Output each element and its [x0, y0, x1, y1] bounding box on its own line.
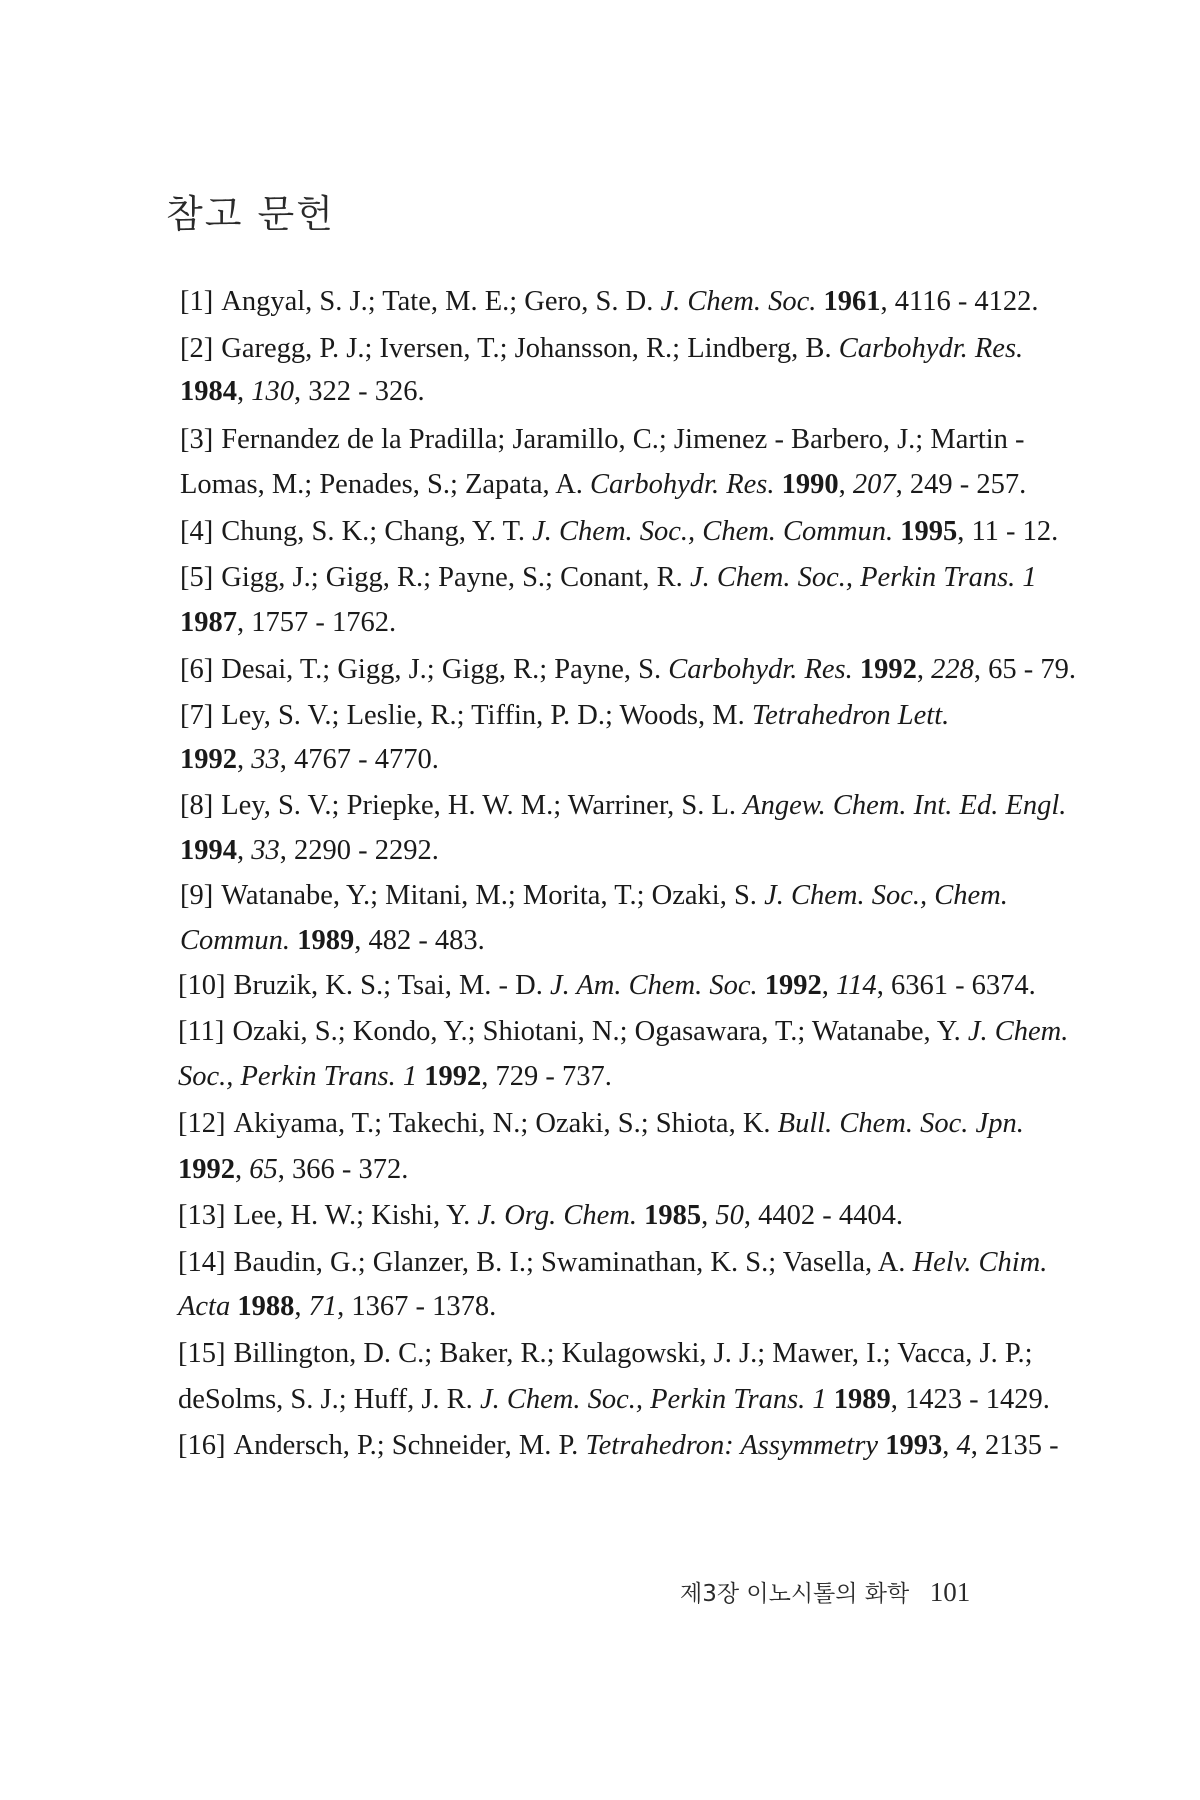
reference-volume: 207 — [852, 469, 896, 500]
reference-item — [178, 1243, 1047, 1283]
reference-item — [180, 876, 1008, 916]
reference-volume: 33 — [251, 744, 280, 775]
reference-authors: Baudin, G.; Glanzer, B. I.; Swaminathan, K. S.; Vasella, A. — [233, 1247, 913, 1278]
page-title: 참고 문헌 — [166, 192, 335, 236]
reference-volume: 4 — [956, 1430, 971, 1461]
reference-pages: , 729 - 737. — [481, 1061, 612, 1092]
reference-journal: Angew. Chem. Int. Ed. Engl. — [743, 790, 1067, 821]
reference-item — [180, 329, 1023, 369]
reference-number: [1] — [180, 286, 214, 317]
reference-authors: Fernandez de la Pradilla; Jaramillo, C.; Jimenez - Barbero, J.; Martin - — [221, 424, 1025, 455]
reference-journal: Carbohydr. Res. — [668, 654, 853, 685]
reference-number: [5] — [180, 562, 214, 593]
reference-year: 1992 — [859, 654, 917, 685]
reference-authors: Akiyama, T.; Takechi, N.; Ozaki, S.; Shiota, K. — [233, 1108, 778, 1139]
reference-authors: Billington, D. C.; Baker, R.; Kulagowski, J. J.; Mawer, I.; Vacca, J. P.; — [233, 1338, 1033, 1369]
reference-number: [14] — [178, 1247, 226, 1278]
reference-item-continued — [178, 1380, 1050, 1420]
reference-journal: Commun. — [180, 925, 291, 956]
reference-pages: , 482 - 483. — [354, 925, 485, 956]
reference-year: 1992 — [764, 970, 822, 1001]
reference-item-continued: Acta 1988, 71, 1367 - 1378. — [178, 1291, 497, 1322]
reference-authors: Angyal, S. J.; Tate, M. E.; Gero, S. D. — [221, 286, 661, 317]
reference-year: 1992 — [180, 744, 237, 775]
reference-authors: Chung, S. K.; Chang, Y. T. — [221, 516, 533, 547]
reference-number: [12] — [178, 1108, 226, 1139]
reference-number: [16] — [178, 1430, 226, 1461]
reference-journal: J. Chem. Soc., Chem. Commun. — [532, 516, 894, 547]
reference-pages: , 4402 - 4404. — [743, 1200, 903, 1231]
reference-item — [180, 420, 1025, 460]
reference-authors: Gigg, J.; Gigg, R.; Payne, S.; Conant, R. — [221, 562, 690, 593]
reference-number: [9] — [180, 880, 214, 911]
reference-volume: 33 — [251, 835, 280, 866]
reference-pages: , 1367 - 1378. — [337, 1291, 497, 1322]
reference-year: 1992 — [178, 1154, 235, 1185]
reference-year: 1988 — [237, 1291, 295, 1322]
reference-journal: Acta — [178, 1291, 231, 1322]
reference-authors: Ley, S. V.; Leslie, R.; Tiffin, P. D.; Woods, M. — [221, 700, 752, 731]
reference-item — [180, 786, 1066, 826]
reference-pages: , 249 - 257. — [895, 469, 1027, 500]
reference-number: [6] — [180, 654, 214, 685]
reference-year: 1961 — [823, 286, 881, 317]
reference-number: [13] — [178, 1200, 226, 1231]
reference-item — [180, 512, 1058, 552]
reference-pages: , 65 - 79. — [973, 654, 1076, 685]
reference-item: [10] Bruzik, K. S.; Tsai, M. - D. J. Am. Chem. Soc. 1992, 114, 6361 - 6374. — [178, 966, 1036, 1006]
reference-item-continued — [178, 1057, 612, 1097]
reference-year: 1992 — [424, 1061, 482, 1092]
reference-year: 1985 — [644, 1200, 702, 1231]
reference-journal: J. Chem. Soc., Perkin Trans. 1 — [689, 562, 1037, 593]
reference-number: [11] — [178, 1016, 225, 1047]
reference-journal: Carbohydr. Res. — [590, 469, 775, 500]
reference-number: [4] — [180, 516, 214, 547]
reference-year: 1993 — [885, 1430, 943, 1461]
reference-authors: deSolms, S. J.; Huff, J. R. — [178, 1384, 480, 1415]
reference-authors: Andersch, P.; Schneider, M. P. — [233, 1430, 586, 1461]
reference-journal: J. Am. Chem. Soc. — [550, 970, 758, 1001]
reference-authors: Lomas, M.; Penades, S.; Zapata, A. — [180, 469, 591, 500]
reference-journal: Carbohydr. Res. — [838, 333, 1024, 364]
reference-pages: , 4116 - 4122. — [880, 286, 1039, 317]
reference-pages: , 322 - 326. — [294, 376, 425, 407]
reference-authors: Lee, H. W.; Kishi, Y. — [233, 1200, 478, 1231]
reference-volume: 50 — [715, 1200, 744, 1231]
reference-item — [178, 1334, 1033, 1374]
reference-number: [15] — [178, 1338, 226, 1369]
reference-number: [3] — [180, 424, 214, 455]
reference-journal: Tetrahedron Lett. — [751, 700, 950, 731]
reference-journal: J. Chem. Soc., Chem. — [764, 880, 1008, 911]
reference-number: [7] — [180, 700, 214, 731]
reference-year: 1984 — [180, 376, 237, 407]
reference-pages: , 1757 - 1762. — [237, 607, 397, 638]
reference-item-continued: 1994, 33, 2290 - 2292. — [180, 835, 439, 866]
reference-authors: Desai, T.; Gigg, J.; Gigg, R.; Payne, S. — [221, 654, 669, 685]
reference-authors: Ley, S. V.; Priepke, H. W. M.; Warriner, S. L. — [221, 790, 744, 821]
reference-pages: , 2135 - — [970, 1430, 1059, 1461]
reference-journal: J. Chem. Soc., Perkin Trans. 1 — [479, 1384, 827, 1415]
reference-item-continued: 1992, 65, 366 - 372. — [178, 1154, 409, 1185]
chapter-title: 제3장 이노시톨의 화학 — [680, 1581, 910, 1607]
reference-year: 1994 — [180, 835, 237, 866]
reference-journal: Helv. Chim. — [912, 1247, 1048, 1278]
reference-pages: , 4767 - 4770. — [279, 744, 439, 775]
reference-journal: J. Chem. Soc. — [660, 286, 817, 317]
reference-authors: Watanabe, Y.; Mitani, M.; Morita, T.; Ozaki, S. — [221, 880, 765, 911]
reference-item — [180, 558, 1037, 598]
reference-journal: J. Org. Chem. — [477, 1200, 637, 1231]
page-number: 101 — [929, 1577, 971, 1607]
reference-item: [6] Desai, T.; Gigg, J.; Gigg, R.; Payne, S. Carbohydr. Res. 1992, 228, 65 - 79. — [180, 650, 1076, 690]
reference-pages: , 6361 - 6374. — [876, 970, 1036, 1001]
reference-item-continued — [180, 921, 485, 961]
reference-journal: Bull. Chem. Soc. Jpn. — [777, 1108, 1024, 1139]
reference-item-continued — [180, 603, 396, 643]
reference-item — [180, 696, 949, 736]
reference-journal: J. Chem. — [967, 1016, 1069, 1047]
reference-year: 1995 — [900, 516, 958, 547]
reference-year: 1987 — [180, 607, 237, 638]
reference-journal: Tetrahedron: Assymmetry — [585, 1430, 879, 1461]
reference-volume: 228 — [931, 654, 974, 685]
reference-item: [13] Lee, H. W.; Kishi, Y. J. Org. Chem. 1985, 50, 4402 - 4404. — [178, 1196, 903, 1236]
reference-authors: Ozaki, S.; Kondo, Y.; Shiotani, N.; Ogasawara, T.; Watanabe, Y. — [232, 1016, 968, 1047]
reference-year: 1989 — [297, 925, 355, 956]
reference-number: [8] — [180, 790, 214, 821]
reference-volume: 130 — [251, 376, 294, 407]
reference-item-continued: Lomas, M.; Penades, S.; Zapata, A. Carbohydr. Res. 1990, 207, 249 - 257. — [180, 469, 1027, 500]
reference-pages: , 1423 - 1429. — [890, 1384, 1050, 1415]
page-footer — [680, 1575, 970, 1608]
reference-authors: Bruzik, K. S.; Tsai, M. - D. — [233, 970, 551, 1001]
reference-pages: , 11 - 12. — [957, 516, 1059, 547]
reference-volume: 71 — [308, 1291, 338, 1322]
reference-year: 1990 — [781, 469, 839, 500]
reference-volume: 114 — [836, 970, 877, 1001]
reference-item-continued: 1992, 33, 4767 - 4770. — [180, 744, 439, 775]
reference-item: [16] Andersch, P.; Schneider, M. P. Tetrahedron: Assymmetry 1993, 4, 2135 - — [178, 1426, 1059, 1466]
reference-item — [178, 1012, 1068, 1052]
reference-item-continued: 1984, 130, 322 - 326. — [180, 376, 425, 407]
reference-item — [180, 282, 1039, 322]
reference-number: [2] — [180, 333, 214, 364]
reference-volume: 65 — [249, 1154, 278, 1185]
reference-item — [178, 1104, 1024, 1144]
reference-pages: , 366 - 372. — [277, 1154, 409, 1185]
reference-year: 1989 — [833, 1384, 891, 1415]
reference-number: [10] — [178, 970, 226, 1001]
reference-journal: Soc., Perkin Trans. 1 — [178, 1061, 418, 1092]
reference-pages: , 2290 - 2292. — [279, 835, 439, 866]
reference-authors: Garegg, P. J.; Iversen, T.; Johansson, R.; Lindberg, B. — [221, 333, 839, 364]
